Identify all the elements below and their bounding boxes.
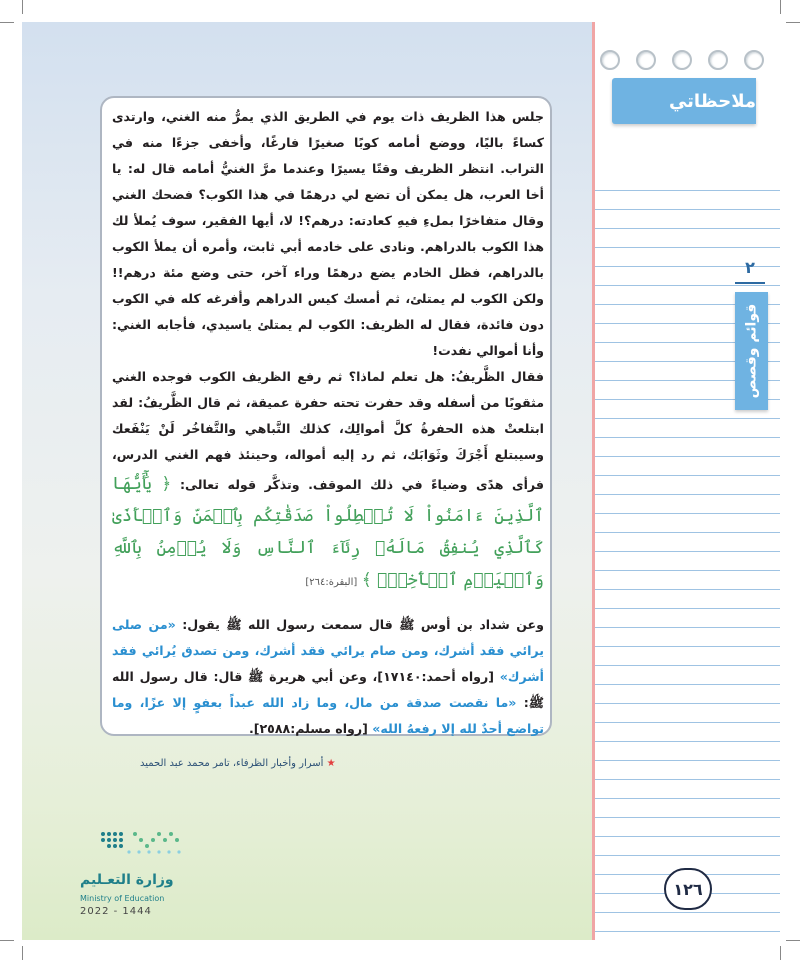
story-paragraph-2 xyxy=(112,364,544,596)
hadith-paragraph xyxy=(112,612,544,742)
crop-mark xyxy=(22,946,23,960)
notes-margin-line xyxy=(592,22,595,940)
quran-verse: ﴿ يَٰٓأَيُّهَا ٱلَّذِينَ ءَامَنُواْ لَا تُبۡطِلُواْ صَدَقَٰتِكُم بِٱلۡمَنِّ وَٱلۡأَذَىٰ كَٱلَّذِي يُنفِقُ مَالَهُۥ رِئَآءَ ٱلنَّاسِ وَلَا يُؤۡمِنُ بِٱللَّهِ وَٱلۡيَوۡمِ ٱلۡأٓخِرِۖ ﴾ xyxy=(112,474,544,590)
crop-mark xyxy=(786,940,800,941)
crop-mark xyxy=(22,0,23,14)
source-text: أسرار وأخبار الظرفاء، تامر محمد عبد الحميد xyxy=(140,758,324,769)
binder-hole xyxy=(600,50,620,70)
binder-hole xyxy=(636,50,656,70)
quran-reference: [البقرة:٢٦٤] xyxy=(305,577,358,588)
hadith-intro: وعن شداد بن أوس ﷺ قال سمعت رسول الله ﷺ يقول: xyxy=(182,617,544,632)
page-number: ١٢٦ xyxy=(664,868,712,910)
story-source xyxy=(140,758,336,769)
notes-title: ملاحظاتي xyxy=(612,78,756,124)
ministry-name-arabic: وزارة التعـليم xyxy=(80,872,174,888)
hadith-2: «ما نقصت صدقة من مال، وما زاد الله عبداً بعفوٍ إلا عزًا، وما تواضع أحدٌ لله إلا رفعهُ الله» xyxy=(112,695,544,736)
hadith-2-reference: [رواه مسلم:٢٥٨٨]. xyxy=(248,721,368,736)
crop-mark xyxy=(780,946,781,960)
ministry-name-english: Ministry of Education xyxy=(80,894,165,903)
edition-year: 2022 - 1444 xyxy=(80,906,152,917)
binder-hole xyxy=(672,50,692,70)
binder-holes xyxy=(600,50,764,70)
crop-mark xyxy=(780,0,781,14)
hadith-1: «من صلى يرائي فقد أشرك، ومن صام يرائي فقد أشرك، ومن تصدق يُرائي فقد أشرك» xyxy=(112,617,544,684)
binder-hole xyxy=(708,50,728,70)
crop-mark xyxy=(0,22,14,23)
ministry-logo-icon xyxy=(95,828,195,858)
crop-mark xyxy=(0,940,14,941)
hadith-1-reference: [رواه أحمد:١٧١٤٠]، وعن أبي هريرة ﷺ قال: قال رسول الله ﷺ: xyxy=(112,669,544,710)
unit-tab xyxy=(735,292,768,410)
story-content xyxy=(112,104,544,742)
crop-mark xyxy=(786,22,800,23)
unit-number: ٢ xyxy=(735,258,765,284)
binder-hole xyxy=(744,50,764,70)
unit-tab-label: قوائم وقصص xyxy=(743,303,760,399)
star-icon: ★ xyxy=(326,758,336,769)
story-paragraph-1: جلس هذا الظريف ذات يوم في الطريق الذي يمرُّ منه الغني، وارتدى كساءً باليًا، ووضع أمامه كوبًا صغيرًا فارغًا، وأخفى جزءًا منه في التراب. انتظر الظريف وقتًا يسيرًا وعندما مرَّ الغنيُّ أمامه قال له: يا أخا العرب، هل يمكن أن تضع لي درهمًا في هذا الكوب؟ فضحك الغني وقال متفاخرًا بملءِ فيهِ كعادته: درهم؟! لا، أيها الفقير، سوف يُملأ لك هذا الكوب بالدراهم. ونادى على خادمه أبي ثابت، وأمره أن يملأ الكوب بالدراهم، فظل الخادم يضع درهمًا وراء آخر، حتى وضع مئة درهم!! ولكن الكوب لم يمتلئ، ثم أمسك كيس الدراهم وأفرغه كله في الكوب دون فائدة، فقال له الظريف: الكوب لم يمتلئ ياسيدي، فأجابه الغني: وأنا أموالي نفدت! xyxy=(112,109,544,358)
story-paragraph-2-text: فقال الظَّريفُ: هل تعلم لماذا؟ ثم رفع الظريف الكوب فوجده الغني مثقوبًا من أسفله وقد حفرت تحته حفرة عميقة، ثم قال الظَّريفُ: لقد ابتلعتْ هذه الحفرةُ كلَّ أموالِك، كذلك التَّباهي والتَّفاخُر لَنْ يَنْفَعك وسيبتلع أَجْرَكَ وثَوَابَك، ثم رد إليه أمواله، وحينئذ فهم الغني الدرس، فرأى هدًى وضياءً في ذلك الموقف. وتذكَّر قوله تعالى: xyxy=(112,369,544,492)
